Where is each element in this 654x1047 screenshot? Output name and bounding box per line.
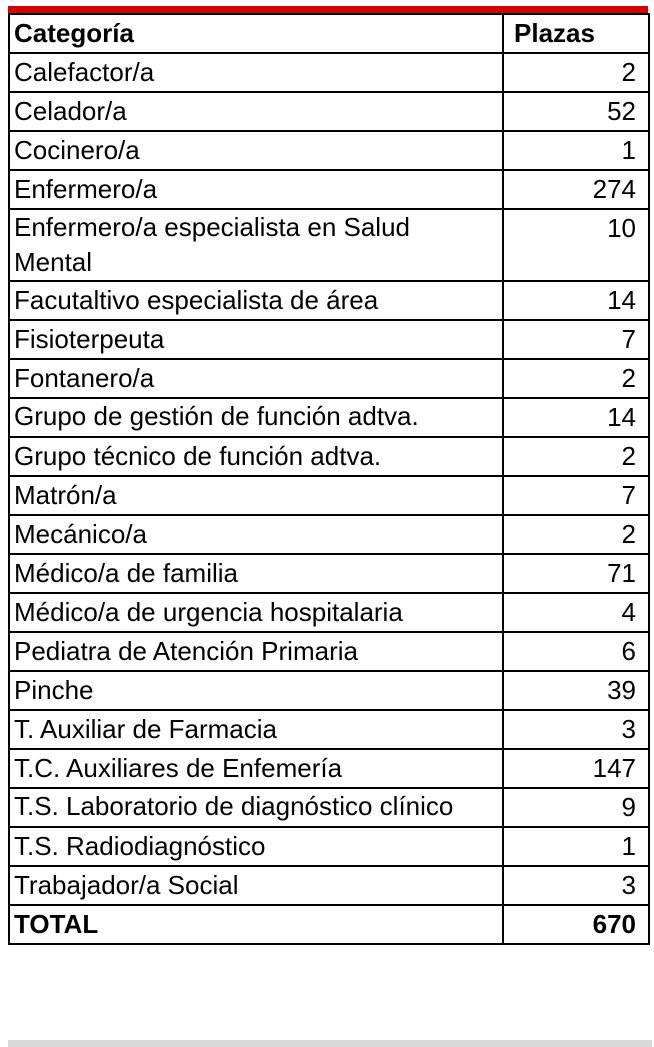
- table-row: [9, 671, 649, 710]
- category-cell: T. Auxiliar de Farmacia: [9, 710, 503, 749]
- table-row: [9, 866, 649, 905]
- seats-cell: 7: [503, 320, 649, 359]
- category-cell: T.S. Laboratorio de diagnóstico clínico: [9, 788, 503, 827]
- plazas-table: [8, 13, 650, 945]
- table-row: [9, 131, 649, 170]
- category-cell: T.S. Radiodiagnóstico: [9, 827, 503, 866]
- seats-cell: 2: [503, 515, 649, 554]
- seats-cell: 274: [503, 170, 649, 209]
- seats-cell: 2: [503, 53, 649, 92]
- seats-cell: 4: [503, 593, 649, 632]
- bottom-shadow: [8, 1040, 652, 1047]
- table-row: [9, 209, 649, 281]
- column-header-seats: Plazas: [503, 14, 649, 53]
- total-row: [9, 905, 649, 944]
- seats-cell: 2: [503, 359, 649, 398]
- table-row: [9, 632, 649, 671]
- table-row: [9, 515, 649, 554]
- accent-bar: [8, 6, 648, 13]
- seats-cell: 14: [503, 398, 649, 437]
- table-row: [9, 53, 649, 92]
- seats-cell: 9: [503, 788, 649, 827]
- total-label: TOTAL: [9, 905, 503, 944]
- category-cell: Fontanero/a: [9, 359, 503, 398]
- category-cell: Pinche: [9, 671, 503, 710]
- category-cell: Médico/a de urgencia hospitalaria: [9, 593, 503, 632]
- category-cell: Grupo de gestión de función adtva.: [9, 398, 503, 437]
- seats-cell: 71: [503, 554, 649, 593]
- seats-cell: 2: [503, 437, 649, 476]
- table-row: [9, 170, 649, 209]
- category-cell: Calefactor/a: [9, 53, 503, 92]
- category-cell: Cocinero/a: [9, 131, 503, 170]
- table-row: [9, 437, 649, 476]
- table-row: [9, 398, 649, 437]
- category-cell: Fisioterpeuta: [9, 320, 503, 359]
- category-cell: Trabajador/a Social: [9, 866, 503, 905]
- seats-cell: 3: [503, 710, 649, 749]
- seats-cell: 52: [503, 92, 649, 131]
- table-row: [9, 827, 649, 866]
- category-cell: Médico/a de familia: [9, 554, 503, 593]
- seats-cell: 1: [503, 827, 649, 866]
- category-cell: T.C. Auxiliares de Enfemería: [9, 749, 503, 788]
- header-row: [9, 14, 649, 53]
- table-row: [9, 788, 649, 827]
- table-header: [9, 14, 649, 53]
- category-cell: Pediatra de Atención Primaria: [9, 632, 503, 671]
- table-row: [9, 92, 649, 131]
- table-row: [9, 320, 649, 359]
- seats-cell: 7: [503, 476, 649, 515]
- seats-cell: 6: [503, 632, 649, 671]
- seats-cell: 1: [503, 131, 649, 170]
- table-body: [9, 53, 649, 944]
- table-row: [9, 749, 649, 788]
- category-cell: Facutaltivo especialista de área: [9, 281, 503, 320]
- table-row: [9, 359, 649, 398]
- column-header-category: Categoría: [9, 14, 503, 53]
- seats-cell: 147: [503, 749, 649, 788]
- category-cell: Mecánico/a: [9, 515, 503, 554]
- table-row: [9, 710, 649, 749]
- seats-cell: 3: [503, 866, 649, 905]
- category-cell: Celador/a: [9, 92, 503, 131]
- table-row: [9, 281, 649, 320]
- category-cell: Enfermero/a: [9, 170, 503, 209]
- seats-cell: 14: [503, 281, 649, 320]
- seats-cell: 39: [503, 671, 649, 710]
- seats-cell: 10: [503, 209, 649, 281]
- category-cell: Grupo técnico de función adtva.: [9, 437, 503, 476]
- category-cell: Matrón/a: [9, 476, 503, 515]
- total-seats: 670: [503, 905, 649, 944]
- table-row: [9, 593, 649, 632]
- table-row: [9, 476, 649, 515]
- table-row: [9, 554, 649, 593]
- category-cell: Enfermero/a especialista en Salud Mental: [9, 209, 503, 281]
